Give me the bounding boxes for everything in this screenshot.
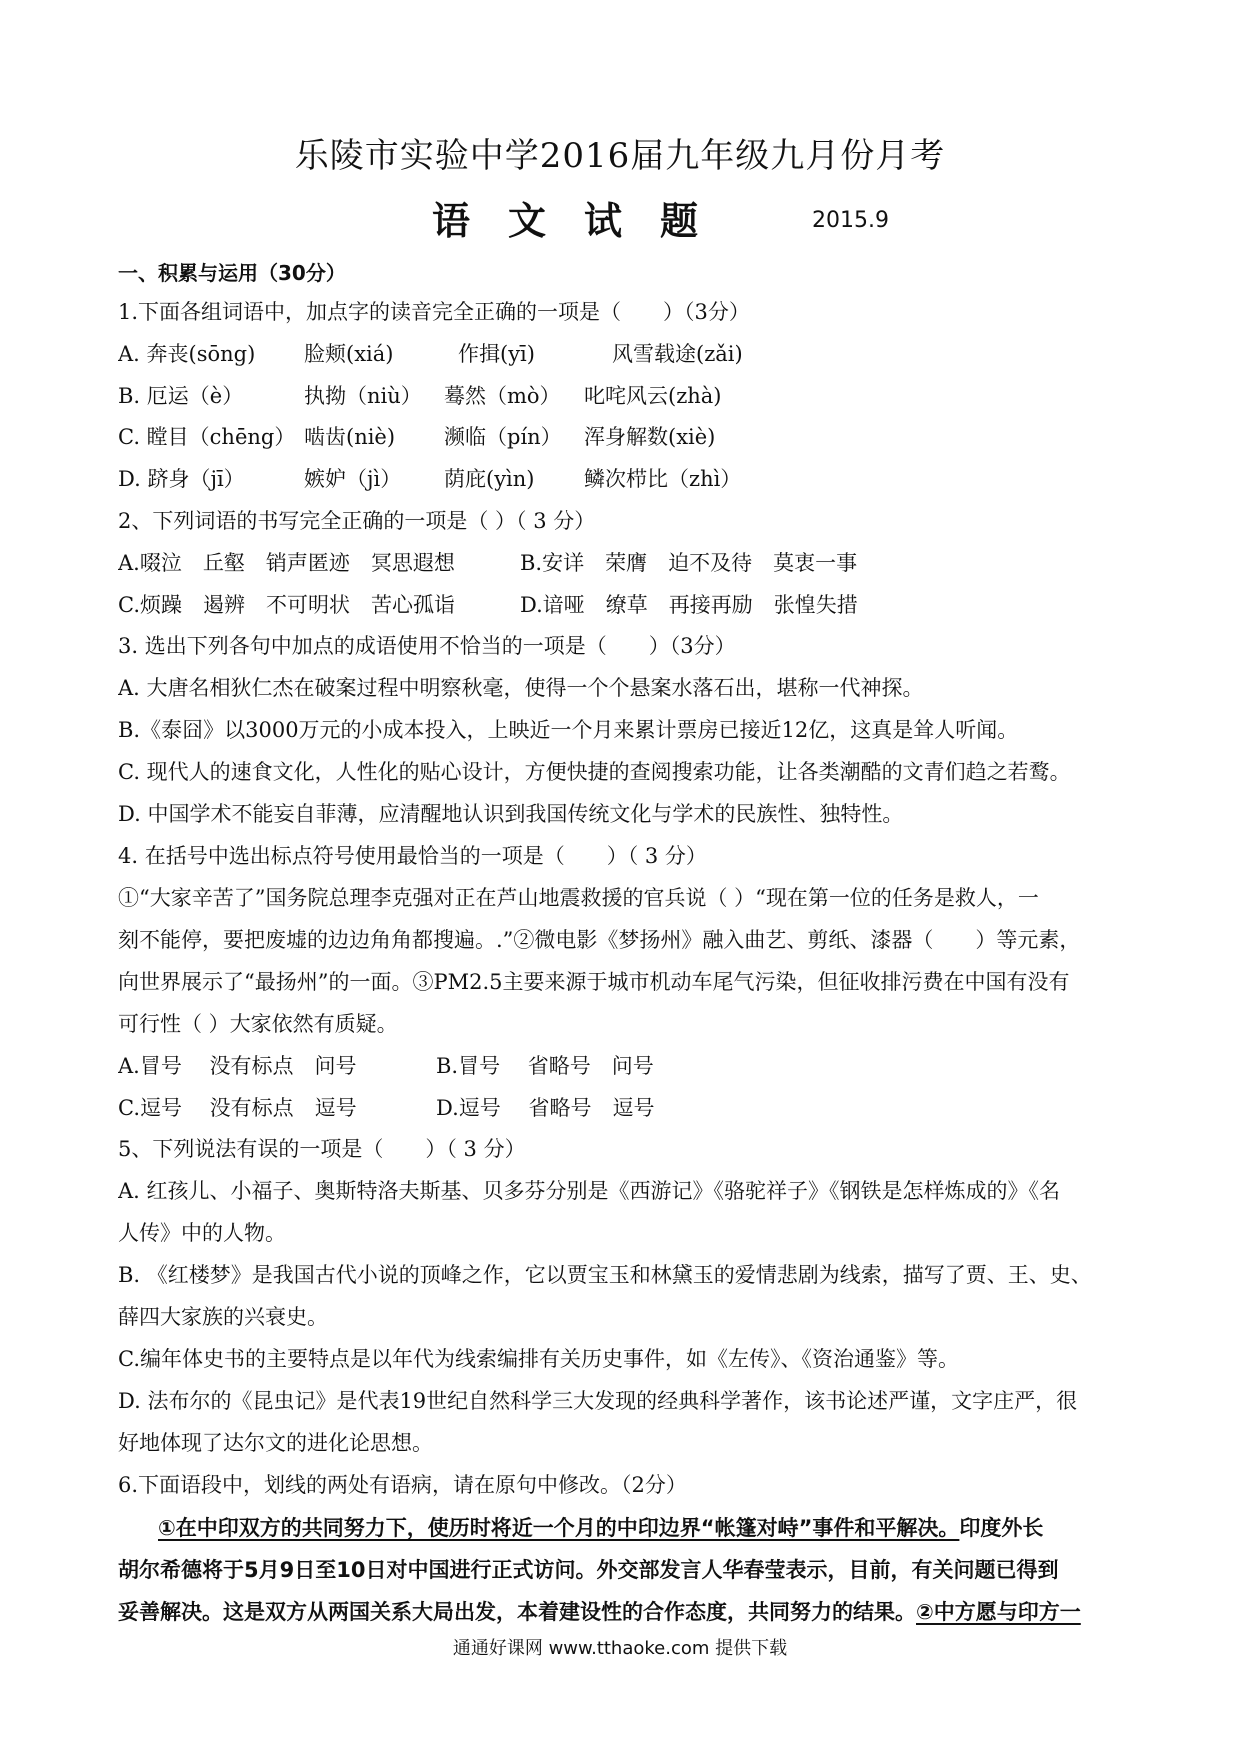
q6-stem: 6.下面语段中，划线的两处有语病，请在原句中修改。（2分） [118, 1473, 687, 1497]
q1-a-2: 脸颊(xiá) [304, 342, 394, 366]
q2-row1 [118, 548, 1130, 578]
q4-passage-3: 向世界展示了“最扬州”的一面。③PM2.5主要来源于城市机动车尾气污染，但征收排污费在中国有没有 [118, 970, 1070, 994]
q1-option-d [118, 464, 1130, 494]
q5-option-a-line2: 人传》中的人物。 [118, 1221, 286, 1245]
q1-c-2: 啮齿(niè) [304, 425, 396, 449]
q4-passage-4: 可行性（ ）大家依然有质疑。 [118, 1012, 398, 1036]
subtitle-row [0, 190, 1240, 243]
page-footer: 通通好课网 www.tthaoke.com 提供下载 [452, 1638, 788, 1659]
q5-option-c: C.编年体史书的主要特点是以年代为线索编排有关历史事件，如《左传》、《资治通鉴》等。 [118, 1347, 959, 1371]
q4-passage-1: ①“大家辛苦了”国务院总理李克强对正在芦山地震救援的官兵说（ ）“现在第一位的任务是救人，一 [118, 886, 1039, 910]
q4-row1 [118, 1051, 1130, 1081]
exam-title: 乐陵市实验中学2016届九年级九月份月考 [294, 136, 946, 176]
q6-line3-rest: 妥善解决。这是双方从两国关系大局出发，本着建设性的合作态度，共同努力的结果。 [118, 1600, 916, 1624]
q5-option-b-line1: B. 《红楼梦》是我国古代小说的顶峰之作，它以贾宝玉和林黛玉的爱情悲剧为线索，描写了贾、王、史、 [118, 1263, 1092, 1287]
q4-option-b: B.冒号 省略号 问号 [436, 1054, 654, 1078]
q1-option-b [118, 381, 1130, 411]
q1-b-4: 叱咤风云(zhà) [584, 384, 722, 408]
q6-passage-line1 [118, 1513, 1130, 1543]
q4-passage-2: 刻不能停，要把废墟的边边角角都搜遍。.”②微电影《梦扬州》融入曲艺、剪纸、漆器（ ）等元素， [118, 928, 1081, 952]
q5-option-b-line2: 薛四大家族的兴衰史。 [118, 1305, 328, 1329]
q1-c-1: C. 瞠目（chēng） [118, 425, 296, 449]
q6-passage-line3 [118, 1597, 1130, 1627]
q2-option-b: B.安详 荣膺 迫不及待 莫衷一事 [520, 551, 858, 575]
q3-option-c: C. 现代人的速食文化，人性化的贴心设计，方便快捷的查阅搜索功能，让各类潮酷的文青们趋之若鹜。 [118, 760, 1071, 784]
q1-b-3: 蓦然（mò） [444, 384, 561, 408]
q1-c-4: 浑身解数(xiè) [584, 425, 716, 449]
q6-line1-rest: 印度外长 [959, 1516, 1044, 1540]
q2-stem: 2、下列词语的书写完全正确的一项是（ ）（ 3 分） [118, 509, 596, 533]
q3-option-a: A. 大唐名相狄仁杰在破案过程中明察秋毫，使得一个个悬案水落石出，堪称一代神探。 [118, 676, 924, 700]
q5-stem: 5、下列说法有误的一项是（ ）（ 3 分） [118, 1137, 526, 1161]
q1-option-a [118, 339, 1130, 369]
q4-stem: 4. 在括号中选出标点符号使用最恰当的一项是（ ）（ 3 分） [118, 844, 707, 868]
q2-option-d: D.谙哑 缭草 再接再励 张惶失措 [520, 593, 858, 617]
q1-stem: 1.下面各组词语中，加点字的读音完全正确的一项是（ ）（3分） [118, 300, 750, 324]
q1-a-1: A. 奔丧(sōng) [118, 342, 256, 366]
q2-row2 [118, 590, 1130, 620]
exam-subtitle: 语文试题 [432, 198, 737, 243]
q1-d-4: 鳞次栉比（zhì） [584, 467, 742, 491]
q4-option-c: C.逗号 没有标点 逗号 [118, 1096, 357, 1120]
q3-option-b: B.《泰囧》以3000万元的小成本投入，上映近一个月来累计票房已接近12亿，这真是耸人听闻。 [118, 718, 1019, 742]
q6-underlined-sentence-2: ②中方愿与印方一 [916, 1600, 1081, 1624]
q4-option-d: D.逗号 省略号 逗号 [436, 1096, 655, 1120]
q5-option-d-line1: D. 法布尔的《昆虫记》是代表19世纪自然科学三大发现的经典科学著作，该书论述严谨，文字庄严，很 [118, 1389, 1078, 1413]
q1-a-3: 作揖(yī) [458, 342, 535, 366]
q1-d-3: 荫庇(yìn) [444, 467, 535, 491]
q5-option-a-line1: A. 红孩儿、小福子、奥斯特洛夫斯基、贝多芬分别是《西游记》《骆驼祥子》《钢铁是怎样炼成的》《名 [118, 1179, 1061, 1203]
q1-d-2: 嫉妒（jì） [304, 467, 402, 491]
q1-d-1: D. 跻身（jī） [118, 467, 245, 491]
exam-date: 2015.9 [812, 208, 889, 233]
section-heading: 一、积累与运用（30分） [118, 261, 346, 285]
q1-c-3: 濒临（pín） [444, 425, 562, 449]
q4-option-a: A.冒号 没有标点 问号 [118, 1054, 357, 1078]
q1-a-4: 风雪载途(zǎi) [612, 342, 743, 366]
q6-passage-line2: 胡尔希德将于5月9日至10日对中国进行正式访问。外交部发言人华春莹表示，目前，有关问题已得到 [118, 1558, 1059, 1582]
q4-row2 [118, 1093, 1130, 1123]
q2-option-a: A.啜泣 丘壑 销声匿迹 冥思遐想 [118, 551, 455, 575]
q3-stem: 3. 选出下列各句中加点的成语使用不恰当的一项是（ ）（3分） [118, 634, 736, 658]
q3-option-d: D. 中国学术不能妄自菲薄，应清醒地认识到我国传统文化与学术的民族性、独特性。 [118, 802, 904, 826]
q6-underlined-sentence-1: ①在中印双方的共同努力下，使历时将近一个月的中印边界“帐篷对峙”事件和平解决。 [158, 1516, 960, 1540]
q1-b-1: B. 厄运（è） [118, 384, 244, 408]
q5-option-d-line2: 好地体现了达尔文的进化论思想。 [118, 1431, 433, 1455]
q1-b-2: 执拗（niù） [304, 384, 422, 408]
q2-option-c: C.烦躁 遏辨 不可明状 苦心孤诣 [118, 593, 455, 617]
q1-option-c [118, 422, 1130, 452]
